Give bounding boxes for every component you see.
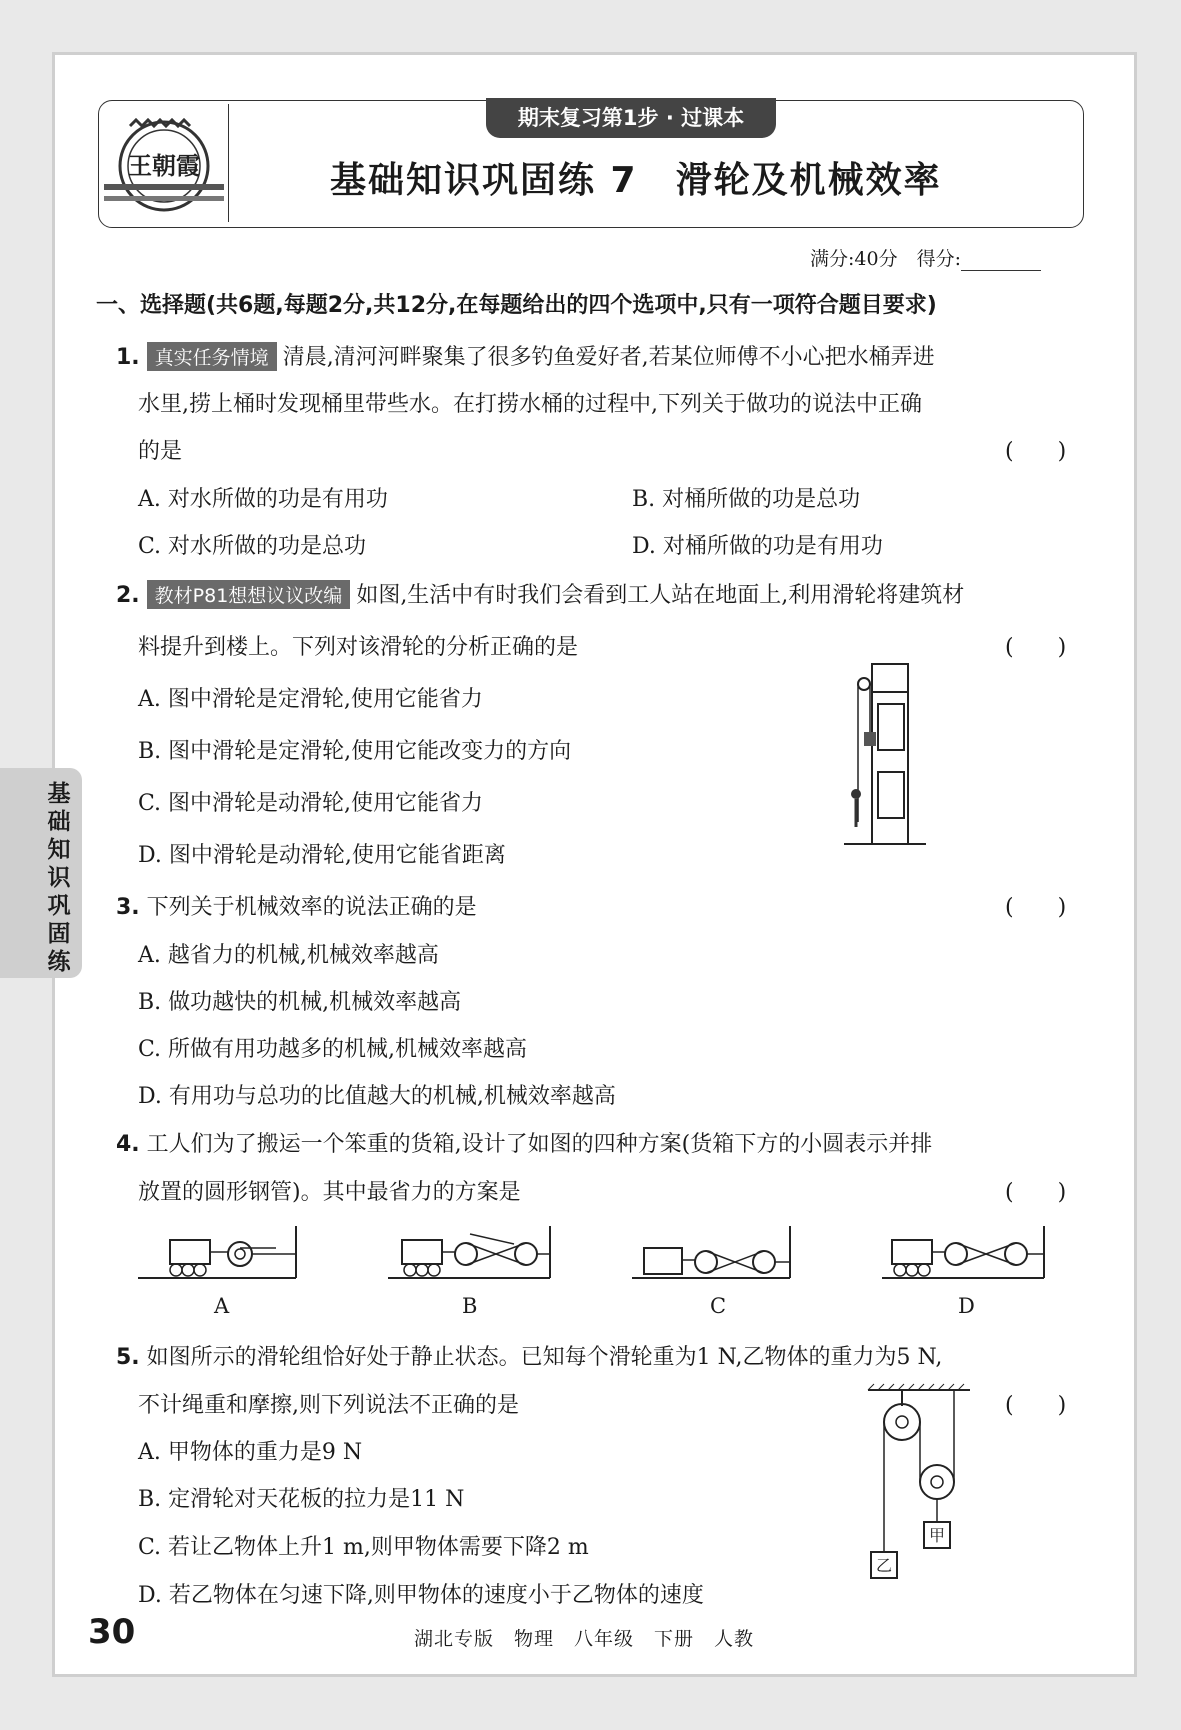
q5-option-a: A. 甲物体的重力是9 N — [138, 1440, 363, 1465]
q4-figure-b — [386, 1222, 556, 1286]
q2-tag: 教材P81想想议议改编 — [147, 580, 351, 609]
q4-figure-a — [136, 1222, 306, 1286]
section-heading: 一、选择题(共6题,每题2分,共12分,在每题给出的四个选项中,只有一项符合题目要求) — [96, 293, 937, 318]
publisher-logo — [100, 104, 229, 222]
q5-line2: 不计绳重和摩擦,则下列说法不正确的是 — [138, 1393, 519, 1418]
q1-tag: 真实任务情境 — [147, 342, 277, 371]
q4-figure-d — [880, 1222, 1050, 1286]
side-tab-label: 基础知识巩固练 — [47, 781, 71, 975]
q1-option-c: C. 对水所做的功是总功 — [138, 534, 367, 559]
q2-line2: 料提升到楼上。下列对该滑轮的分析正确的是 — [138, 635, 579, 660]
q1-answer-paren: ( ) — [1005, 439, 1067, 464]
q3-option-a: A. 越省力的机械,机械效率越高 — [138, 943, 439, 968]
header-tab: 期末复习第1步 · 过课本 — [486, 98, 776, 138]
q3-option-c: C. 所做有用功越多的机械,机械效率越高 — [138, 1037, 528, 1062]
page-number: 30 — [88, 1612, 136, 1652]
q2-option-a: A. 图中滑轮是定滑轮,使用它能省力 — [138, 687, 483, 712]
q5-label-yi: 乙 — [875, 1556, 893, 1575]
q5-label-jia: 甲 — [928, 1526, 946, 1545]
q4-line1 — [116, 1127, 932, 1158]
q4-number: 4. — [116, 1132, 140, 1157]
q3-number: 3. — [116, 895, 140, 920]
score-label: 满分:40分 得分: — [810, 248, 961, 270]
q5-option-b: B. 定滑轮对天花板的拉力是11 N — [138, 1487, 465, 1512]
page-title: 基础知识巩固练 7 滑轮及机械效率 — [330, 160, 942, 201]
q4-figure-c — [630, 1222, 800, 1286]
q1-line2: 水里,捞上桶时发现桶里带些水。在打捞水桶的过程中,下列关于做功的说法中正确 — [138, 392, 922, 417]
q1-line1 — [116, 340, 935, 371]
q1-option-b: B. 对桶所做的功是总功 — [632, 487, 861, 512]
q3-line1 — [116, 890, 477, 921]
q3-answer-paren: ( ) — [1005, 895, 1067, 920]
q4-label-b: B — [462, 1294, 478, 1318]
q5-option-d: D. 若乙物体在匀速下降,则甲物体的速度小于乙物体的速度 — [138, 1583, 704, 1608]
q4-answer-paren: ( ) — [1005, 1180, 1067, 1205]
svg-text:王朝霞: 王朝霞 — [128, 152, 200, 180]
score-blank — [961, 252, 1041, 271]
q4-text1: 工人们为了搬运一个笨重的货箱,设计了如图的四种方案(货箱下方的小圆表示并排 — [146, 1132, 933, 1157]
q5-pulley-figure — [860, 1382, 980, 1582]
q3-option-d: D. 有用功与总功的比值越大的机械,机械效率越高 — [138, 1084, 616, 1109]
q1-option-a: A. 对水所做的功是有用功 — [138, 487, 388, 512]
q2-text1: 如图,生活中有时我们会看到工人站在地面上,利用滑轮将建筑材 — [356, 583, 965, 608]
q5-option-c: C. 若让乙物体上升1 m,则甲物体需要下降2 m — [138, 1535, 589, 1560]
q2-option-d: D. 图中滑轮是动滑轮,使用它能省距离 — [138, 843, 506, 868]
q1-text1: 清晨,清河河畔聚集了很多钓鱼爱好者,若某位师傅不小心把水桶弄进 — [282, 345, 935, 370]
q4-label-c: C — [710, 1294, 727, 1318]
q1-number: 1. — [116, 345, 140, 370]
q2-pulley-figure — [842, 662, 928, 852]
q5-line1 — [116, 1340, 942, 1371]
q2-option-c: C. 图中滑轮是动滑轮,使用它能省力 — [138, 791, 484, 816]
q2-option-b: B. 图中滑轮是定滑轮,使用它能改变力的方向 — [138, 739, 572, 764]
q5-number: 5. — [116, 1345, 140, 1370]
footer-text: 湖北专版 物理 八年级 下册 人教 — [414, 1628, 755, 1650]
q2-answer-paren: ( ) — [1005, 635, 1067, 660]
q2-number: 2. — [116, 583, 140, 608]
score-line — [810, 244, 1041, 271]
q5-answer-paren: ( ) — [1005, 1393, 1067, 1418]
q2-line1 — [116, 578, 964, 609]
q4-label-a: A — [214, 1294, 230, 1318]
q1-line3: 的是 — [138, 439, 183, 464]
q3-option-b: B. 做功越快的机械,机械效率越高 — [138, 990, 462, 1015]
q5-text1: 如图所示的滑轮组恰好处于静止状态。已知每个滑轮重为1 N,乙物体的重力为5 N, — [146, 1345, 943, 1370]
q3-text1: 下列关于机械效率的说法正确的是 — [146, 895, 477, 920]
q4-label-d: D — [958, 1294, 975, 1318]
q1-option-d: D. 对桶所做的功是有用功 — [632, 534, 883, 559]
q4-line2: 放置的圆形钢管)。其中最省力的方案是 — [138, 1180, 521, 1205]
